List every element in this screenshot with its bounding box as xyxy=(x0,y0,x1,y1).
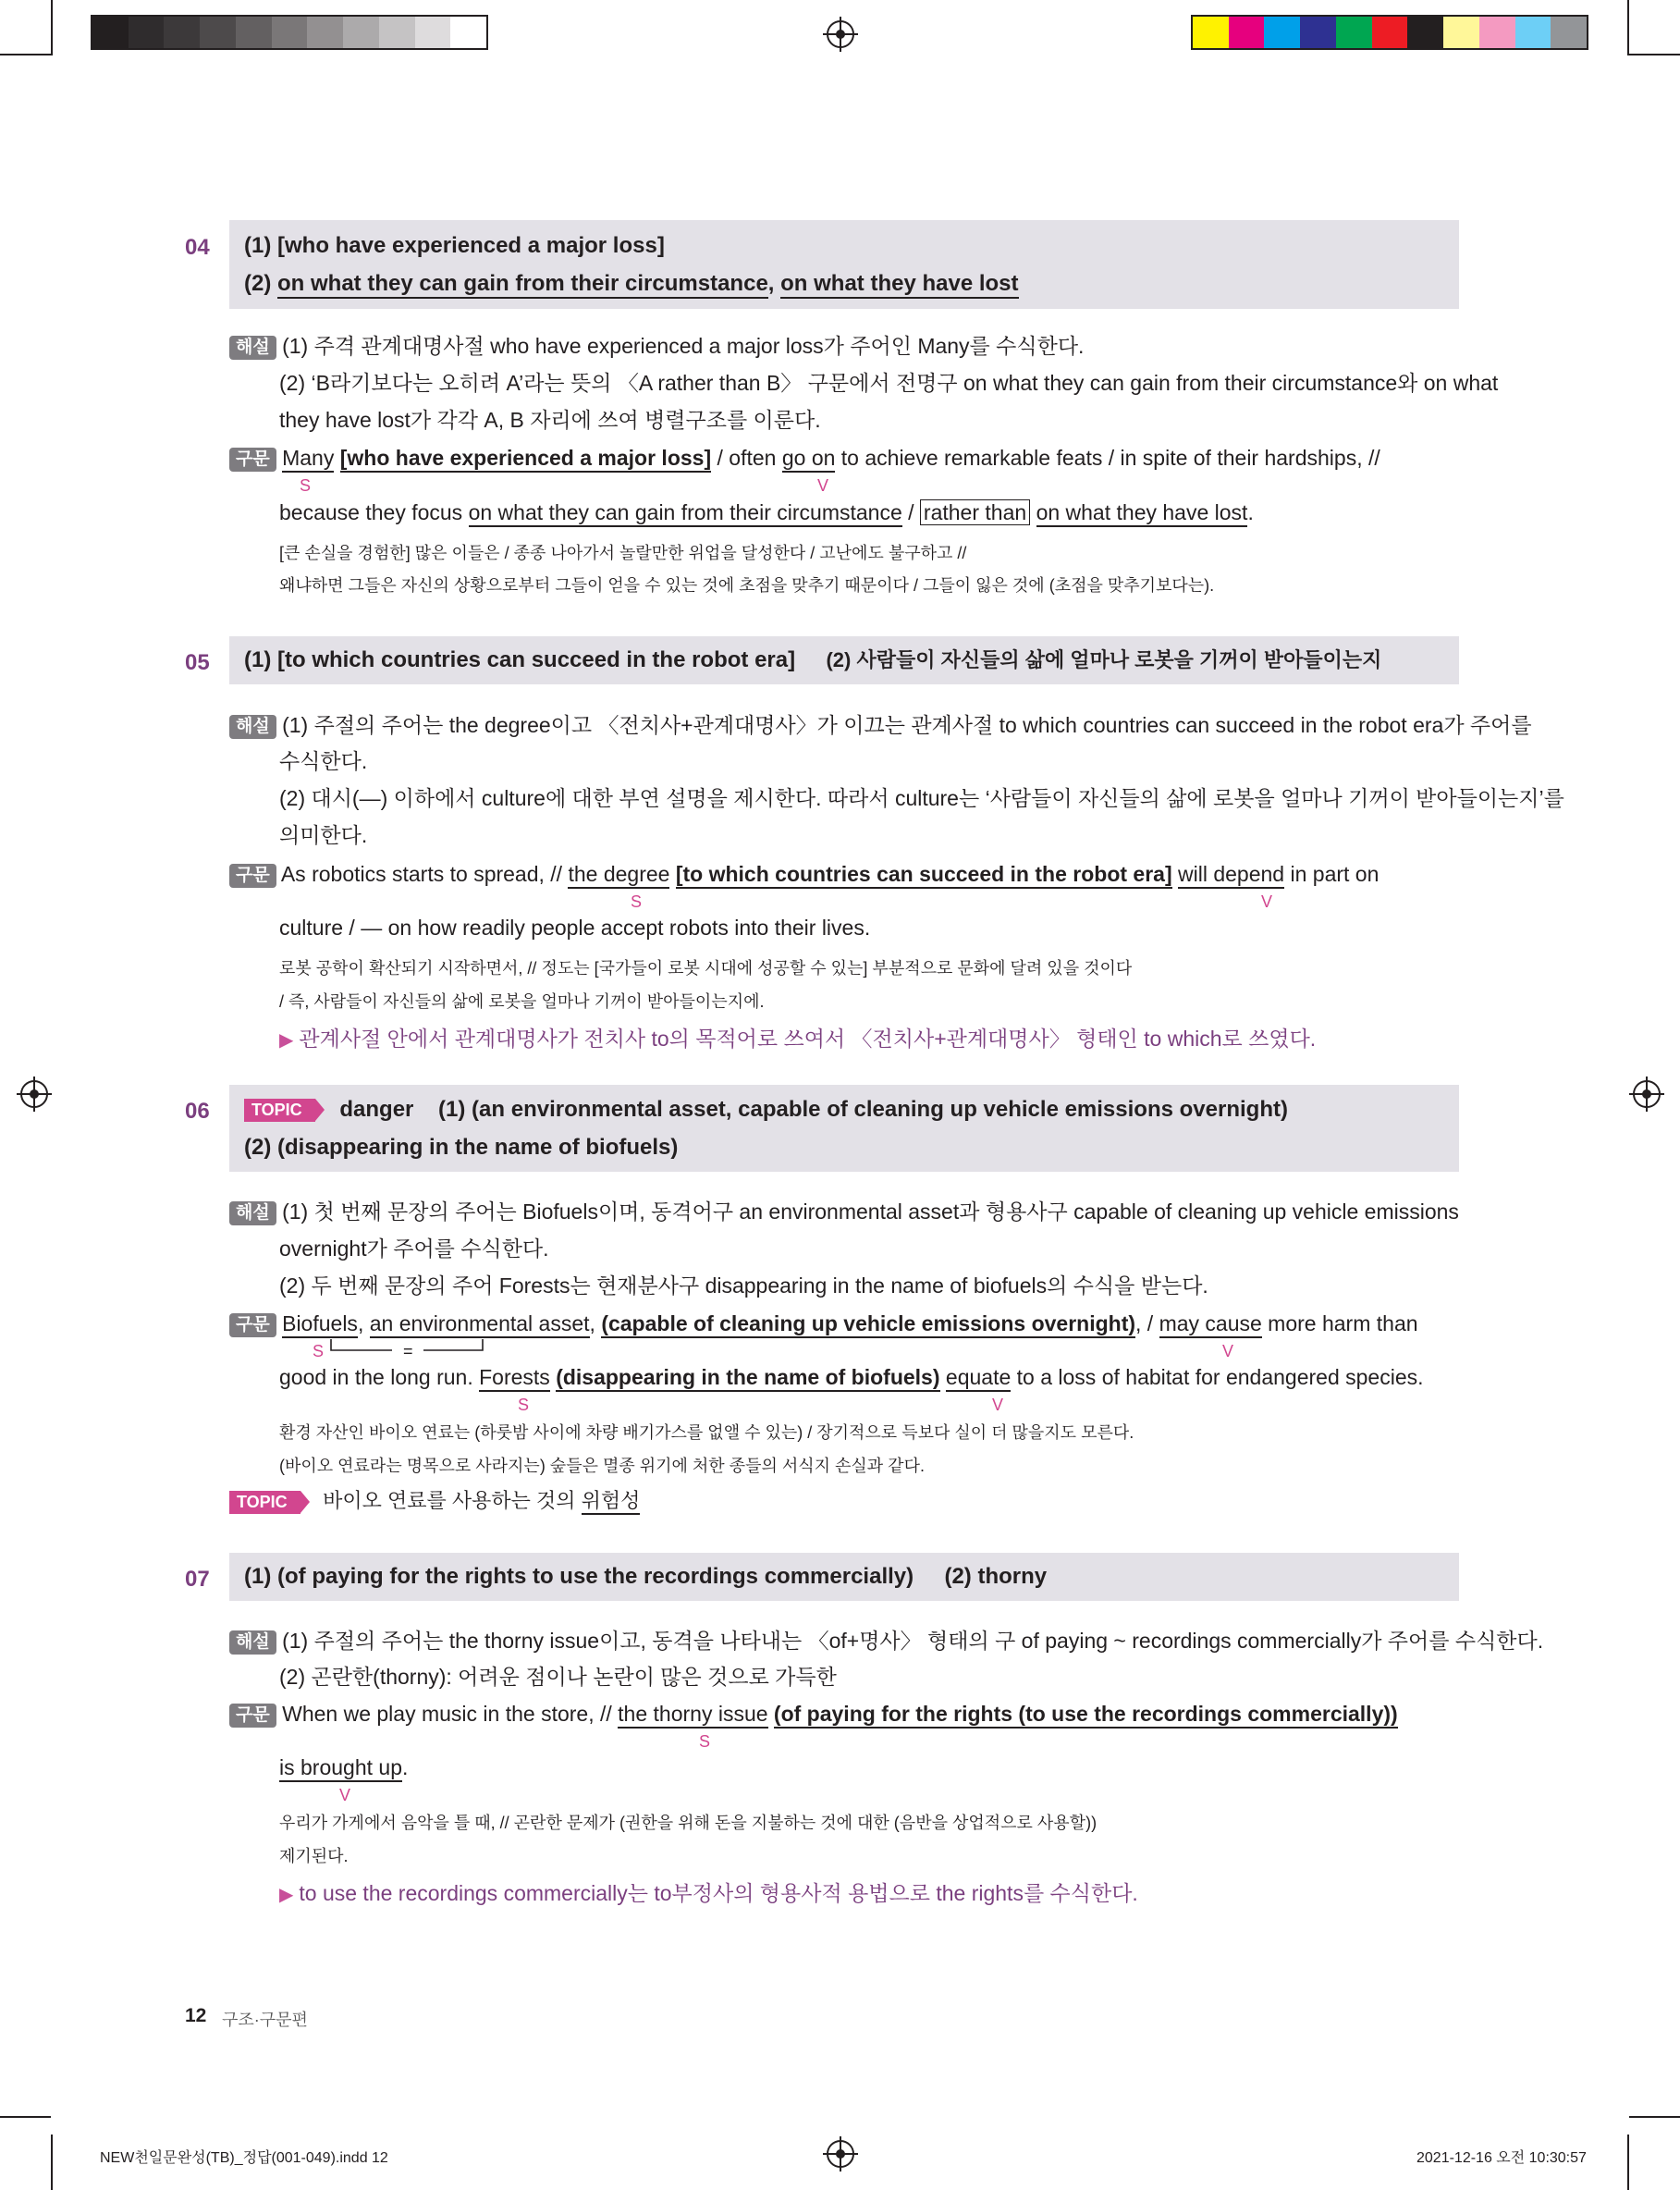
answer-box-05 xyxy=(229,636,1459,684)
answer-line-2: (2) (disappearing in the name of biofuels) xyxy=(244,1135,679,1160)
crop-mark xyxy=(0,54,51,55)
explanation-04-line-1: 해설 (1) 주격 관계대명사절 who have experienced a major loss가 주어인 Many를 수식한다. xyxy=(229,329,1084,360)
answer-box-06 xyxy=(229,1085,1459,1172)
gray-swatch xyxy=(415,17,451,48)
topic-tag: TOPIC xyxy=(244,1099,315,1122)
gray-swatch xyxy=(307,17,343,48)
explanation-07-line-2: (2) 곤란한(thorny): 어려운 점이나 논란이 많은 것으로 가득한 xyxy=(279,1665,837,1689)
translation-07-line-2: 제기된다. xyxy=(279,1847,349,1865)
gumun-tag: 구문 xyxy=(229,864,276,888)
subject-marker: S xyxy=(518,1396,530,1414)
verb-marker: V xyxy=(339,1786,351,1804)
gray-swatch xyxy=(164,17,200,48)
crop-mark xyxy=(1629,54,1680,55)
triangle-bullet-icon: ▶ xyxy=(279,1885,294,1905)
registration-mark-top xyxy=(827,20,854,48)
explanation-05-line-1: 해설 (1) 주절의 주어는 the degree이고 〈전치사+관계대명사〉가 이끄는 관계사절 to which countries can succeed in the robot era가 주어를 xyxy=(229,708,1532,739)
subject-marker: S xyxy=(313,1342,325,1360)
answer-box-04 xyxy=(229,220,1459,309)
subject-marker: S xyxy=(631,892,643,911)
question-number-07: 07 xyxy=(185,1567,210,1592)
slug-filename: NEW천일문완성(TB)_정답(001-049).indd 12 xyxy=(100,2150,388,2166)
answer-line: (1) [to which countries can succeed in the robot era] (2) 사람들이 자신들의 삶에 얼마나 로봇을 기꺼이 받아들이는지 xyxy=(244,647,1382,672)
gumun-04-line-2: because they focus on what they can gain from their circumstance / rather than on what they have lost. xyxy=(279,500,1254,525)
slug-datetime: 2021-12-16 오전 10:30:57 xyxy=(1416,2150,1587,2166)
color-swatch xyxy=(1336,17,1372,48)
translation-04-line-1: [큰 손실을 경험한] 많은 이들은 / 종종 나아가서 놀랄만한 위업을 달성한다 / 고난에도 불구하고 // xyxy=(279,544,967,562)
explanation-06-line-3: (2) 두 번째 문장의 주어 Forests는 현재분사구 disappearing in the name of biofuels의 수식을 받는다. xyxy=(279,1273,1208,1298)
crop-mark xyxy=(1629,2116,1680,2118)
explanation-04-line-2: (2) ‘B라기보다는 오히려 A’라는 뜻의 〈A rather than B〉 구문에서 전명구 on what they can gain from their circumstance와 on what xyxy=(279,371,1499,395)
gray-swatch xyxy=(450,17,486,48)
color-swatch xyxy=(1551,17,1587,48)
haeseol-tag: 해설 xyxy=(229,715,276,739)
explanation-06-line-1: 해설 (1) 첫 번째 문장의 주어는 Biofuels이며, 동격어구 an environmental asset과 형용사구 capable of cleaning up vehicle emissions xyxy=(229,1195,1459,1225)
subject-marker: S xyxy=(300,476,312,495)
answer-line-2: (2) on what they can gain from their circumstance, on what they have lost xyxy=(244,265,1444,302)
gumun-tag: 구문 xyxy=(229,448,276,472)
gray-swatch xyxy=(343,17,379,48)
color-swatch xyxy=(1300,17,1336,48)
gray-swatch xyxy=(379,17,415,48)
triangle-bullet-icon: ▶ xyxy=(279,1030,294,1051)
gray-swatch xyxy=(129,17,165,48)
translation-05-line-1: 로봇 공학이 확산되기 시작하면서, // 정도는 [국가들이 로봇 시대에 성공할 수 있는] 부분적으로 문화에 달려 있을 것이다 xyxy=(279,959,1133,978)
translation-04-line-2: 왜냐하면 그들은 자신의 상황으로부터 그들이 얻을 수 있는 것에 초점을 맞추기 때문이다 / 그들이 잃은 것에 (초점을 맞추기보다는). xyxy=(279,576,1215,595)
gumun-05-line-1: 구문 As robotics starts to spread, // the degree [to which countries can succeed in the robot era] will depend in part on xyxy=(229,862,1379,888)
haeseol-tag: 해설 xyxy=(229,336,276,360)
gumun-06-line-1: 구문 Biofuels, an environmental asset, (capable of cleaning up vehicle emissions overnight), / may cause more harm than xyxy=(229,1311,1418,1337)
color-swatch xyxy=(1264,17,1300,48)
gumun-07-line-1: 구문 When we play music in the store, // the thorny issue (of paying for the rights (to use the recordings commercially)) xyxy=(229,1702,1398,1728)
gumun-04-line-1: 구문 Many [who have experienced a major loss] / often go on to achieve remarkable feats / in spite of their hardships, // xyxy=(229,446,1380,472)
answer-line-1: TOPIC danger (1) (an environmental asset, capable of cleaning up vehicle emissions overnight) xyxy=(244,1090,1444,1128)
color-swatch xyxy=(1193,17,1229,48)
explanation-06-line-2: overnight가 주어를 수식한다. xyxy=(279,1236,549,1261)
question-number-05: 05 xyxy=(185,650,210,675)
gray-swatch xyxy=(272,17,308,48)
registration-mark-left xyxy=(20,1080,48,1108)
translation-07-line-1: 우리가 가게에서 음악을 틀 때, // 곤란한 문제가 (권한을 위해 돈을 지불하는 것에 대한 (음반을 상업적으로 사용할)) xyxy=(279,1814,1098,1832)
explanation-04-line-3: they have lost가 각각 A, B 자리에 쓰여 병렬구조를 이룬다. xyxy=(279,408,821,432)
gumun-tag: 구문 xyxy=(229,1704,276,1728)
section-name: 구조·구문편 xyxy=(222,2011,308,2029)
color-swatch xyxy=(1229,17,1265,48)
color-swatch xyxy=(1407,17,1443,48)
question-number-04: 04 xyxy=(185,235,210,260)
explanation-05-line-3: (2) 대시(—) 이하에서 culture에 대한 부연 설명을 제시한다. 따라서 culture는 ‘사람들이 자신들의 삶에 로봇을 얼마나 기꺼이 받아들이는지’를 xyxy=(279,786,1564,810)
page-number: 12 xyxy=(185,2005,207,2026)
translation-05-line-2: / 즉, 사람들이 자신들의 삶에 로봇을 얼마나 기꺼이 받아들이는지에. xyxy=(279,992,765,1011)
color-swatch xyxy=(1479,17,1515,48)
gumun-07-line-2: is brought up. xyxy=(279,1755,408,1780)
haeseol-tag: 해설 xyxy=(229,1201,276,1225)
topic-summary-06: TOPIC 바이오 연료를 사용하는 것의 위험성 xyxy=(229,1485,640,1514)
verb-marker: V xyxy=(1222,1342,1234,1360)
answer-line-1: (1) [who have experienced a major loss] xyxy=(244,233,665,258)
answer-box-07 xyxy=(229,1553,1459,1601)
crop-mark xyxy=(0,2116,51,2118)
registration-mark-right xyxy=(1633,1080,1661,1108)
crop-mark xyxy=(1627,0,1629,55)
equals-marker: = xyxy=(403,1342,413,1360)
explanation-05-line-4: 의미한다. xyxy=(279,823,368,847)
verb-marker: V xyxy=(817,476,829,495)
grammar-note-07: ▶ to use the recordings commercially는 to부정사의 형용사적 용법으로 the rights를 수식한다. xyxy=(279,1881,1138,1905)
color-swatch xyxy=(1515,17,1551,48)
color-swatch xyxy=(1372,17,1408,48)
translation-06-line-1: 환경 자산인 바이오 연료는 (하룻밤 사이에 차량 배기가스를 없앨 수 있는) / 장기적으로 득보다 실이 더 많을지도 모른다. xyxy=(279,1423,1134,1442)
explanation-07-line-1: 해설 (1) 주절의 주어는 the thorny issue이고, 동격을 나타내는 〈of+명사〉 형태의 구 of paying ~ recordings commercially가 주어를 수식한다. xyxy=(229,1624,1543,1655)
explanation-05-line-2: 수식한다. xyxy=(279,749,368,773)
color-calibration-bar xyxy=(1191,15,1588,50)
crop-mark xyxy=(51,2135,53,2190)
registration-mark-bottom xyxy=(827,2140,854,2168)
verb-marker: V xyxy=(992,1396,1004,1414)
gumun-tag: 구문 xyxy=(229,1313,276,1337)
gray-swatch xyxy=(200,17,236,48)
translation-06-line-2: (바이오 연료라는 명목으로 사라지는) 숲들은 멸종 위기에 처한 종들의 서식지 손실과 같다. xyxy=(279,1457,925,1475)
gumun-05-line-2: culture / — on how readily people accept robots into their lives. xyxy=(279,916,871,940)
answer-line: (1) (of paying for the rights to use the recordings commercially) (2) thorny xyxy=(244,1564,1048,1589)
color-swatch xyxy=(1443,17,1479,48)
crop-mark xyxy=(1627,2135,1629,2190)
subject-marker: S xyxy=(699,1732,711,1751)
grayscale-calibration-bar xyxy=(91,15,488,50)
gray-swatch xyxy=(236,17,272,48)
question-number-06: 06 xyxy=(185,1099,210,1124)
grammar-note-05: ▶ 관계사절 안에서 관계대명사가 전치사 to의 목적어로 쓰여서 〈전치사+관계대명사〉 형태인 to which로 쓰였다. xyxy=(279,1027,1317,1051)
haeseol-tag: 해설 xyxy=(229,1630,276,1655)
verb-marker: V xyxy=(1261,892,1273,911)
topic-tag: TOPIC xyxy=(229,1491,300,1514)
crop-mark xyxy=(51,0,53,55)
gray-swatch xyxy=(92,17,129,48)
gumun-06-line-2: good in the long run. Forests (disappearing in the name of biofuels) equate to a loss of habitat for endangered species. xyxy=(279,1365,1424,1390)
